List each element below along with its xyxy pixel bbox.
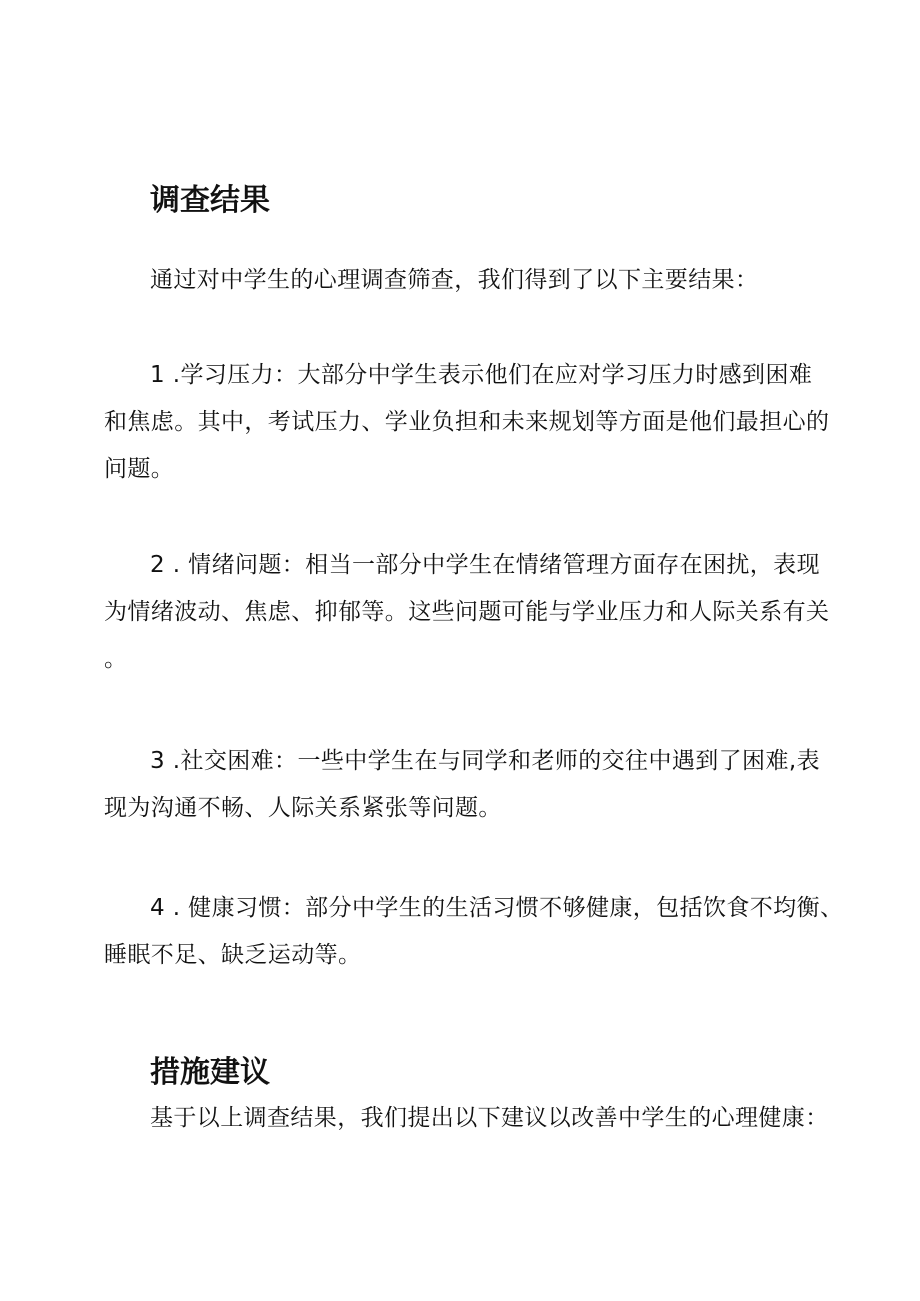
result-item-3-line-2: 现为沟通不畅、人际关系紧张等问题。 — [104, 795, 502, 821]
section-heading-survey-results: 调查结果 — [150, 183, 270, 218]
survey-intro-paragraph: 通过对中学生的心理调查筛查，我们得到了以下主要结果： — [150, 267, 759, 293]
result-item-1-line-2: 和焦虑。其中，考试压力、学业负担和未来规划等方面是他们最担心的 — [104, 409, 830, 435]
result-item-1-line-1: 1 .学习压力：大部分中学生表示他们在应对学习压力时感到困难 — [150, 362, 813, 388]
section-heading-recommendations: 措施建议 — [150, 1055, 270, 1090]
result-item-3-line-1: 3 .社交困难：一些中学生在与同学和老师的交往中遇到了困难,表 — [150, 748, 820, 774]
result-item-2-line-3: 。 — [104, 646, 128, 672]
result-item-4-line-2: 睡眠不足、缺乏运动等。 — [104, 942, 362, 968]
result-item-2-line-1: 2 . 情绪问题：相当一部分中学生在情绪管理方面存在困扰，表现 — [150, 552, 820, 578]
result-item-4-line-1: 4 . 健康习惯：部分中学生的生活习惯不够健康，包括饮食不均衡、 — [150, 895, 844, 921]
result-item-1-line-3: 问题。 — [104, 456, 175, 482]
recommendations-intro-paragraph: 基于以上调查结果，我们提出以下建议以改善中学生的心理健康： — [150, 1105, 829, 1131]
result-item-2-line-2: 为情绪波动、焦虑、抑郁等。这些问题可能与学业压力和人际关系有关 — [104, 599, 830, 625]
